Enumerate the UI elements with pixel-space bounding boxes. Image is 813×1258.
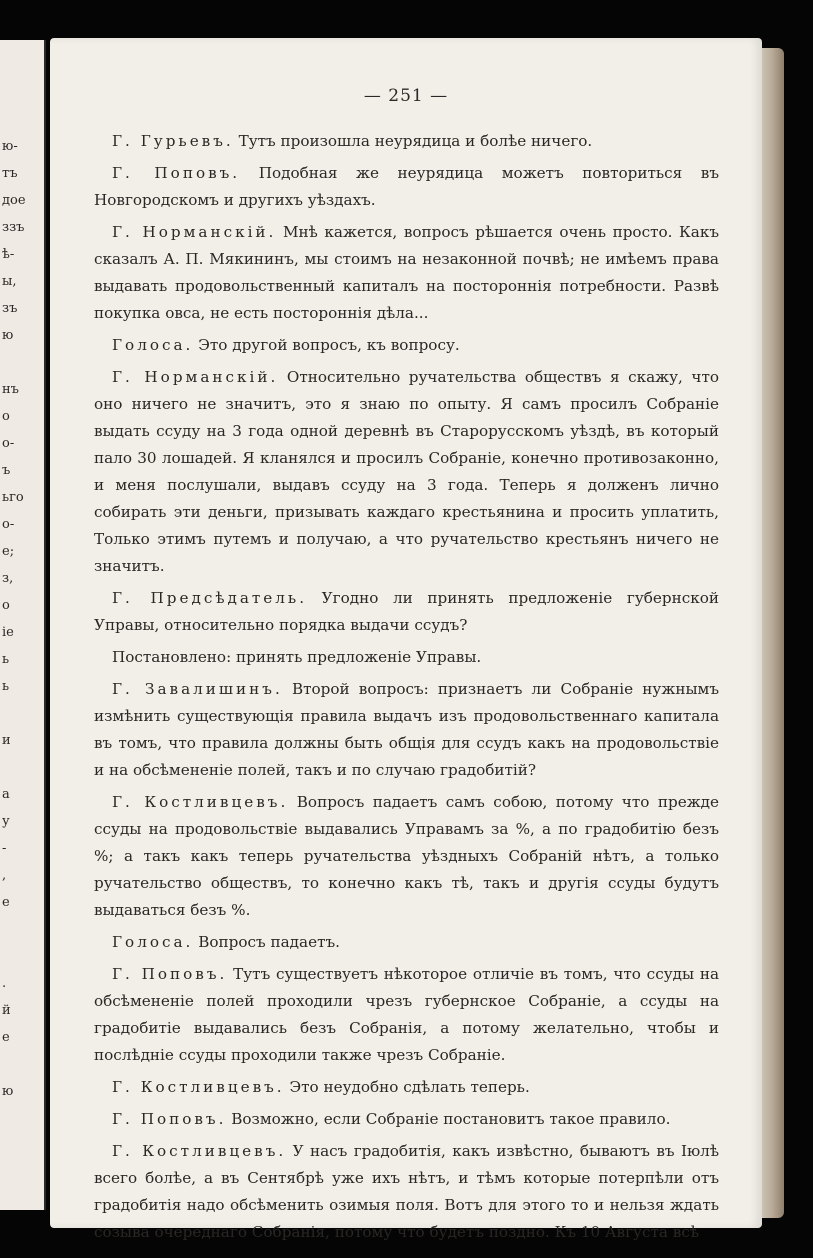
- left-page-text-fragment: о: [2, 598, 10, 613]
- speaker-name: Г. Норманскій.: [112, 368, 279, 386]
- left-page-text-fragment: е;: [2, 544, 15, 559]
- paragraph: [94, 128, 719, 155]
- left-page-text-fragment: ззъ: [2, 220, 25, 235]
- page-edge: [760, 48, 784, 1218]
- paragraph-text: Это другой вопросъ, къ вопросу.: [198, 336, 460, 354]
- paragraph: [94, 644, 719, 671]
- paragraph: [94, 364, 719, 580]
- speaker-name: Голоса.: [112, 336, 194, 354]
- speaker-name: Г. Поповъ.: [112, 1110, 227, 1128]
- speaker-name: Г. Предсѣдатель.: [112, 589, 308, 607]
- page-number: — 251 —: [363, 86, 449, 106]
- left-page-text-fragment: о-: [2, 436, 15, 451]
- left-page-text-fragment: доe: [2, 193, 26, 208]
- left-page-text-fragment: ы,: [2, 274, 17, 289]
- speaker-name: Г. Норманскій.: [112, 223, 277, 241]
- speaker-name: Г. Гурьевъ.: [112, 132, 234, 150]
- left-page-text-fragment: е: [2, 1030, 10, 1045]
- left-page-text-fragment: ьго: [2, 490, 24, 505]
- left-page-fragment: [0, 40, 46, 1210]
- left-page-text-fragment: ь: [2, 652, 10, 667]
- left-page-text-fragment: о: [2, 409, 10, 424]
- paragraph-text: Угодно ли принять предложеніе губернской Управы, относительно порядка выдачи ссудъ?: [94, 589, 719, 634]
- speaker-name: Г. Завалишинъ.: [112, 680, 283, 698]
- paragraph: [94, 1106, 719, 1133]
- left-page-text-fragment: ю: [2, 1084, 14, 1099]
- left-page-text-fragment: ,: [2, 868, 7, 883]
- paragraph: [94, 961, 719, 1069]
- left-page-text-fragment: й: [2, 1003, 11, 1018]
- left-page-text-fragment: е: [2, 895, 10, 910]
- book-page: [50, 38, 762, 1241]
- paragraph-text: У насъ градобитія, какъ извѣстно, бываютъ въ Іюлѣ всего болѣе, а въ Сентябрѣ уже ихъ нѣтъ, и тѣмъ которые потерпѣли отъ градобитія надо обсѣменить озимыя поля. Вотъ для этого то и нельзя ждать созыва очереднаго Собранія, потому что будетъ поздно. Къ 10 Августа всѣ: [94, 1142, 719, 1241]
- left-page-text-fragment: іе: [2, 625, 14, 640]
- left-page-text-fragment: ъ: [2, 463, 11, 478]
- paragraph-text: Второй вопросъ: признаетъ ли Собраніе нужнымъ измѣнить существующія правила выдачъ изъ продовольственнаго капитала въ томъ, что правила должны быть общія для ссудъ какъ на продовольствіе и на обсѣмененіе полей, такъ и по случаю градобитій?: [94, 680, 720, 779]
- paragraph: [94, 219, 719, 327]
- left-page-text-fragment: у: [2, 814, 10, 829]
- paragraph-text: Вопросъ падаетъ.: [198, 933, 340, 951]
- paragraph: [94, 929, 719, 956]
- left-page-text-fragment: .: [2, 976, 7, 991]
- paragraph: [94, 1074, 719, 1101]
- left-page-text-fragment: а: [2, 787, 10, 802]
- speaker-name: Голоса.: [112, 933, 194, 951]
- left-page-text-fragment: -: [2, 841, 7, 856]
- speaker-name: Г. Костливцевъ.: [112, 1142, 287, 1160]
- left-page-text-fragment: нъ: [2, 382, 19, 397]
- left-page-text-fragment: з,: [2, 571, 14, 586]
- paragraph-text: Тутъ существуетъ нѣкоторое отличіе въ томъ, что ссуды на обсѣмененіе полей проходили чрезъ губернское Собраніе, а ссуды на градобитіе выдавались безъ Собранія, а потому желательно, чтобы и послѣдніе ссуды проходили также чрезъ Собраніе.: [94, 965, 720, 1064]
- paragraph: [94, 1138, 719, 1246]
- left-page-text-fragment: и: [2, 733, 11, 748]
- speaker-name: Г. Костливцевъ.: [112, 793, 289, 811]
- speaker-name: Г. Костливцевъ.: [112, 1078, 285, 1096]
- paragraph-text: Подобная же неурядица можетъ повториться въ Новгородскомъ и другихъ уѣздахъ.: [94, 164, 720, 209]
- left-page-text-fragment: ь: [2, 679, 10, 694]
- paragraph-text: Тутъ произошла неурядица и болѣе ничего.: [238, 132, 593, 150]
- paragraph: [94, 332, 719, 359]
- left-page-text-fragment: тъ: [2, 166, 18, 181]
- page-body: [94, 128, 719, 1251]
- paragraph-text: Мнѣ кажется, вопросъ рѣшается очень просто. Какъ сказалъ А. П. Мякининъ, мы стоимъ на незаконной почвѣ; не имѣемъ права выдавать продовольственный капиталъ на постороннія потребности. Развѣ покупка овса, не есть постороннія дѣла...: [94, 223, 720, 322]
- paragraph-text: Относительно ручательства обществъ я скажу, что оно ничего не значитъ, это я знаю по опыту. Я самъ просилъ Собраніе выдать ссуду на 3 года одной деревнѣ въ Старорусскомъ уѣздѣ, въ который пало 30 лошадей. Я кланялся и просилъ Собраніе, конечно противозаконно, и меня послушали, выдавъ ссуду на 3 года. Теперь я долженъ лично собирать эти деньги, призывать каждаго крестьянина и просить уплатить, Только этимъ путемъ и получаю, а что ручательство крестьянъ ничего не значитъ.: [94, 368, 719, 575]
- paragraph-text: Постановлено: принять предложеніе Управы.: [112, 648, 482, 666]
- paragraph: [94, 585, 719, 639]
- paragraph: [94, 676, 719, 784]
- speaker-name: Г. Поповъ.: [112, 164, 241, 182]
- paragraph: [94, 789, 719, 924]
- speaker-name: Г. Поповъ.: [112, 965, 228, 983]
- left-page-text-fragment: зъ: [2, 301, 18, 316]
- left-page-text-fragment: ѣ-: [2, 247, 15, 262]
- paragraph: [94, 160, 719, 214]
- paragraph-text: Это неудобно сдѣлать теперь.: [289, 1078, 530, 1096]
- left-page-text-fragment: ю-: [2, 139, 18, 154]
- left-page-text-fragment: ю: [2, 328, 14, 343]
- paragraph-text: Вопросъ падаетъ самъ собою, потому что прежде ссуды на продовольствіе выдавались Управамъ за %, а по градобитію безъ %; а такъ какъ теперь ручательства уѣздныхъ Собраній нѣтъ, а только ручательство обществъ, то конечно какъ тѣ, такъ и другія ссуды будутъ выдаваться безъ %.: [94, 793, 719, 919]
- left-page-text-fragment: о-: [2, 517, 15, 532]
- paragraph-text: Возможно, если Собраніе постановитъ такое правило.: [231, 1110, 671, 1128]
